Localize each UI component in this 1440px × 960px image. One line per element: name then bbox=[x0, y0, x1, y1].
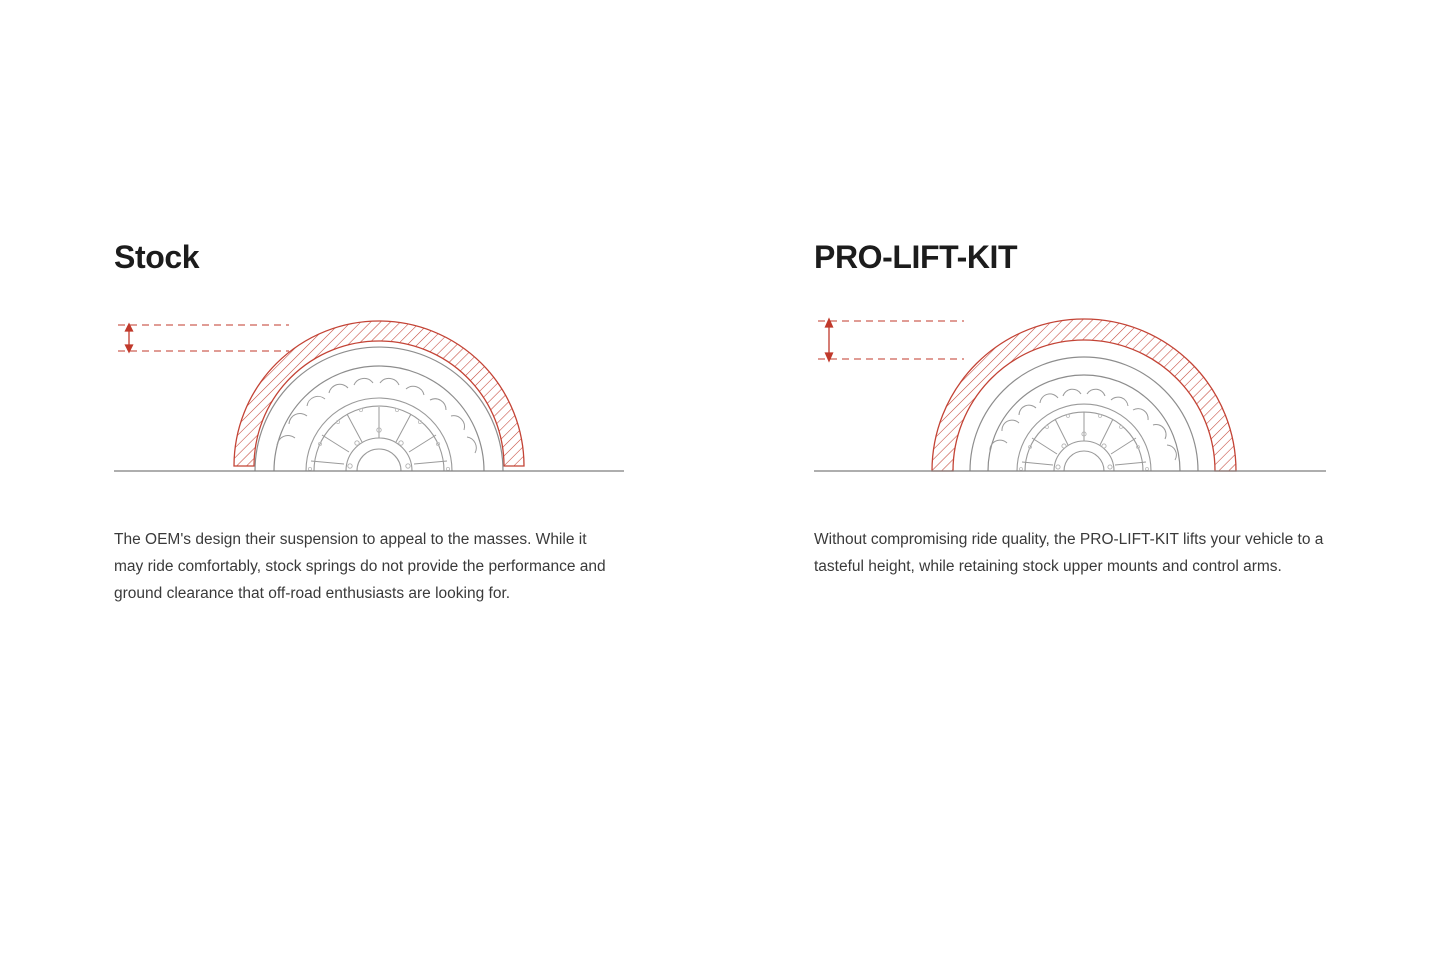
page-title-stock: Stock bbox=[114, 239, 200, 275]
gap-dimension-arrow bbox=[126, 324, 133, 352]
fender-arch-hatched bbox=[932, 319, 1236, 471]
stock-wheel-gap-diagram bbox=[114, 311, 634, 501]
panel-stock bbox=[114, 240, 634, 607]
wheel-rim bbox=[1017, 404, 1151, 471]
panel-body-pro-lift-kit: Without compromising ride quality, the PRO-LIFT-KIT lifts your vehicle to a tasteful height, while retaining stock upper mounts and control arms. bbox=[814, 531, 1324, 575]
panel-body-stock: The OEM's design their suspension to appeal to the masses. While it may ride comfortably, stock springs do not provide the performance and ground clearance that off-road enthusiasts are looking for. bbox=[114, 531, 606, 602]
lifted-wheel-gap-diagram bbox=[814, 311, 1334, 501]
page-title-pro-lift-kit: PRO-LIFT-KIT bbox=[814, 239, 1018, 275]
wheel-rim bbox=[306, 398, 452, 471]
panel-pro-lift-kit bbox=[814, 240, 1334, 581]
gap-dimension-arrow bbox=[826, 319, 833, 361]
